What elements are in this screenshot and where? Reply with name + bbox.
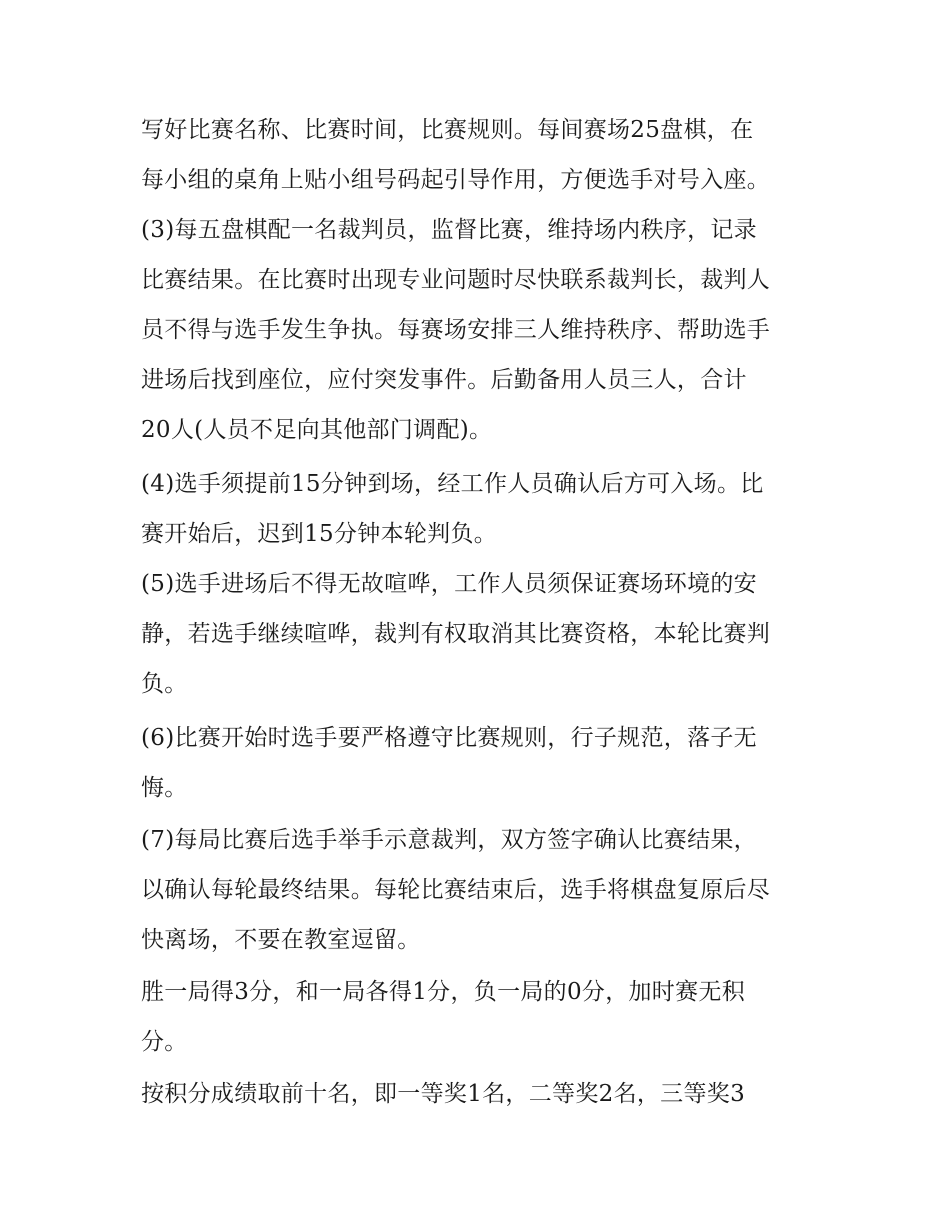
text-line: 员不得与选手发生争执。每赛场安排三人维持秩序、帮助选手: [141, 317, 771, 343]
text-line: 按积分成绩取前十名，即一等奖1名，二等奖2名，三等奖3: [141, 1081, 745, 1107]
text-line: 20人(人员不足向其他部门调配)。: [141, 417, 493, 443]
text-line: 写好比赛名称、比赛时间，比赛规则。每间赛场25盘棋，在: [141, 117, 754, 143]
text-line: (4)选手须提前15分钟到场，经工作人员确认后方可入场。比: [141, 471, 764, 497]
text-line: (3)每五盘棋配一名裁判员，监督比赛，维持场内秩序，记录: [141, 217, 757, 243]
text-line: (7)每局比赛后选手举手示意裁判，双方签字确认比赛结果，: [141, 827, 757, 853]
text-line: 比赛结果。在比赛时出现专业问题时尽快联系裁判长，裁判人: [141, 267, 771, 293]
text-line: 静，若选手继续喧哗，裁判有权取消其比赛资格，本轮比赛判: [141, 621, 771, 647]
text-line: (5)选手进场后不得无故喧哗，工作人员须保证赛场环境的安: [141, 571, 757, 597]
text-line: 负。: [141, 671, 188, 697]
text-line: 快离场，不要在教室逗留。: [141, 927, 421, 953]
text-line: 悔。: [141, 775, 188, 801]
text-line: 每小组的桌角上贴小组号码起引导作用，方便选手对号入座。: [141, 167, 771, 193]
text-line: 胜一局得3分，和一局各得1分，负一局的0分，加时赛无积: [141, 979, 745, 1005]
text-line: 以确认每轮最终结果。每轮比赛结束后，选手将棋盘复原后尽: [141, 877, 771, 903]
text-line: (6)比赛开始时选手要严格遵守比赛规则，行子规范，落子无: [141, 725, 757, 751]
text-line: 分。: [141, 1029, 188, 1055]
text-line: 进场后找到座位，应付突发事件。后勤备用人员三人，合计: [141, 367, 747, 393]
text-line: 赛开始后，迟到15分钟本轮判负。: [141, 521, 498, 547]
